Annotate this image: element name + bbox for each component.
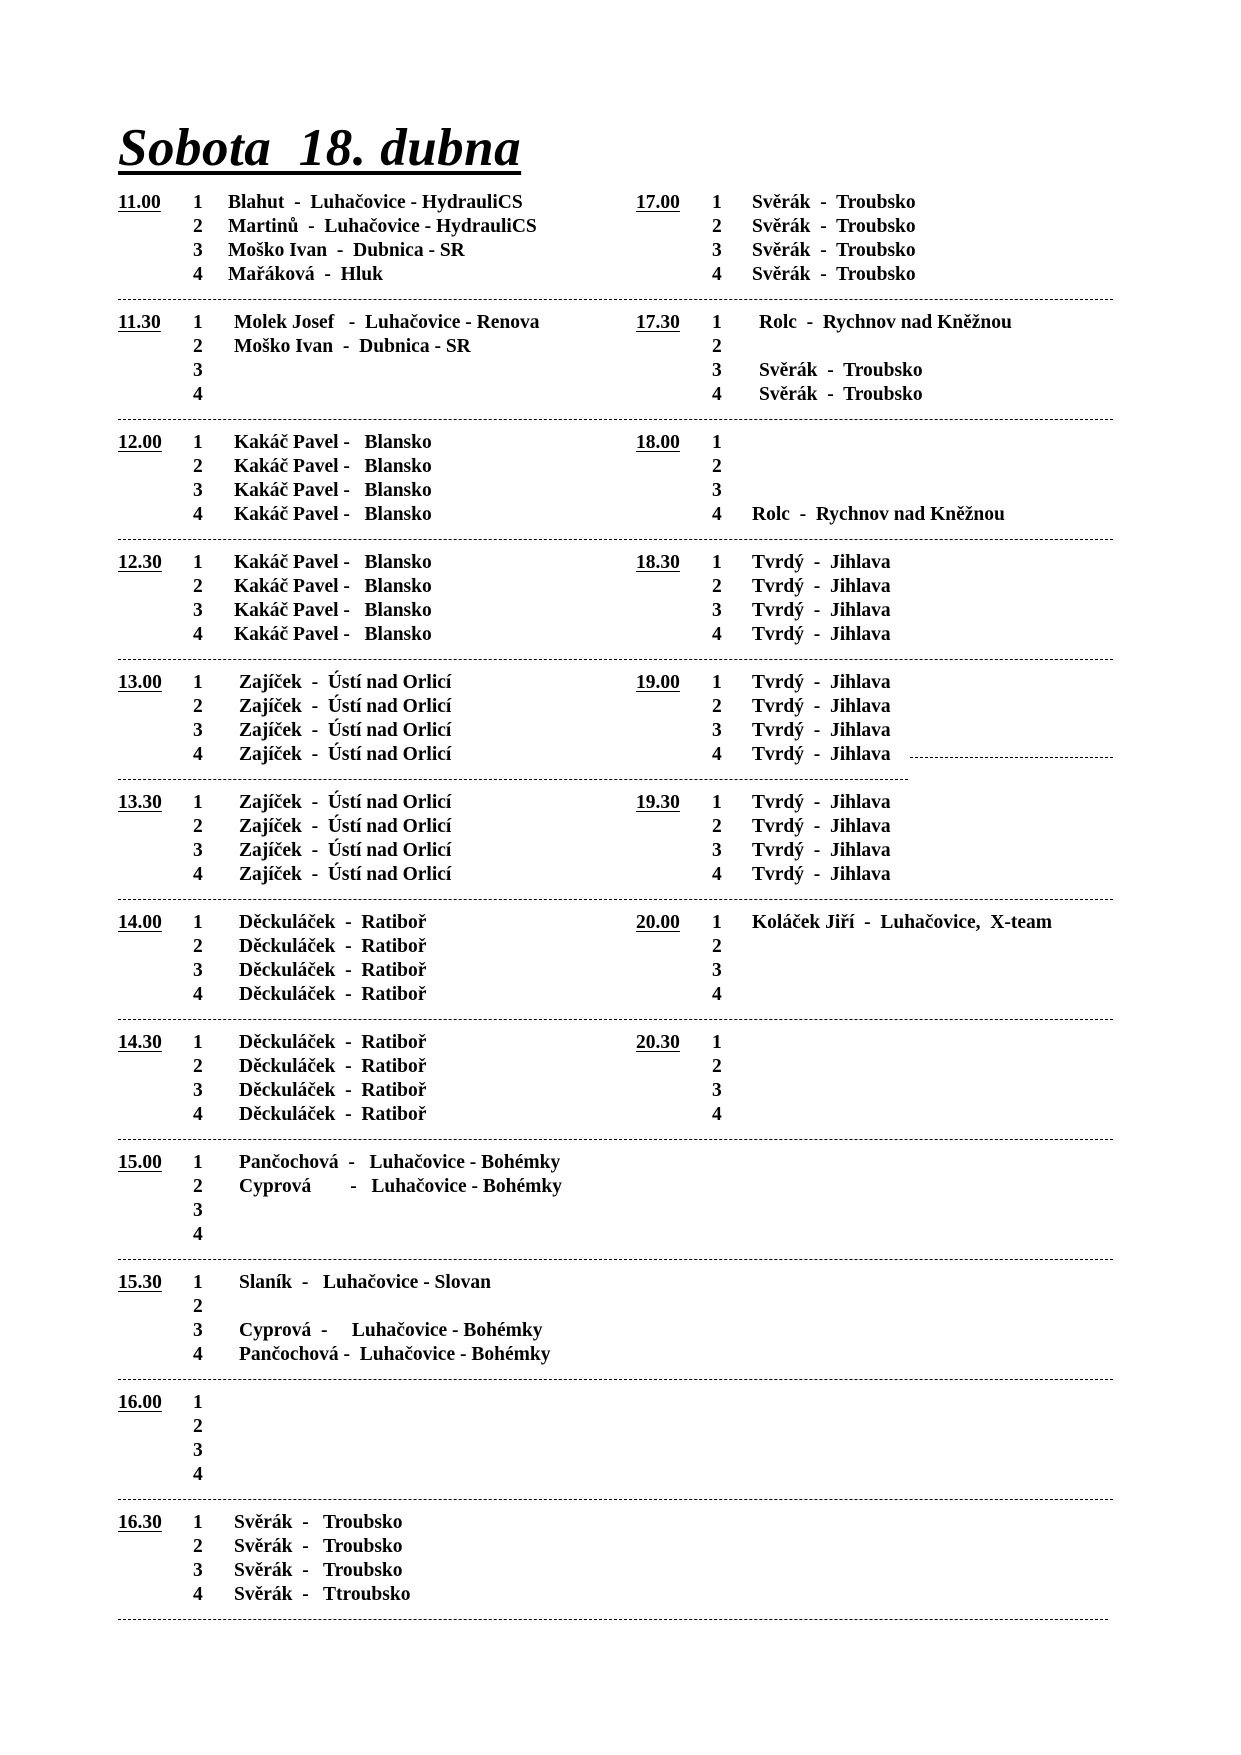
- lane-number: 1: [712, 552, 722, 573]
- time-slot-label: 17.00: [636, 192, 680, 213]
- competitor-name: Tvrdý - Jihlava: [752, 552, 891, 573]
- competitor-name: Zajíček - Ústí nad Orlicí: [239, 840, 452, 861]
- lane-number: 1: [712, 912, 722, 933]
- time-slot-label: 11.30: [118, 312, 161, 333]
- lane-number: 2: [712, 336, 722, 357]
- divider: [118, 1019, 1113, 1020]
- time-slot-block: [636, 1031, 1116, 1127]
- competitor-name: Mařáková - Hluk: [228, 264, 383, 285]
- competitor-name: Molek Josef - Luhačovice - Renova: [234, 312, 540, 333]
- time-slot-block: [636, 671, 1116, 767]
- divider: [118, 419, 1113, 420]
- competitor-name: Rolc - Rychnov nad Kněžnou: [752, 504, 1005, 525]
- competitor-name: Děckuláček - Ratiboř: [239, 1032, 427, 1053]
- competitor-name: Tvrdý - Jihlava: [752, 792, 891, 813]
- lane-number: 3: [712, 600, 722, 621]
- competitor-name: Blahut - Luhačovice - HydrauliCS: [228, 192, 523, 213]
- lane-number: 4: [193, 264, 203, 285]
- lane-number: 2: [193, 576, 203, 597]
- competitor-name: Svěrák - Troubsko: [759, 360, 923, 381]
- lane-number: 4: [193, 744, 203, 765]
- lane-number: 1: [193, 1392, 203, 1413]
- lane-number: 1: [712, 432, 722, 453]
- lane-number: 3: [193, 600, 203, 621]
- time-slot-label: 18.00: [636, 432, 680, 453]
- competitor-name: Tvrdý - Jihlava: [752, 816, 891, 837]
- lane-number: 2: [712, 696, 722, 717]
- divider: [118, 1259, 1113, 1260]
- lane-number: 4: [193, 624, 203, 645]
- competitor-name: Děckuláček - Ratiboř: [239, 912, 427, 933]
- time-slot-block: [636, 191, 1116, 287]
- lane-number: 3: [712, 480, 722, 501]
- time-slot-block: [118, 1511, 598, 1607]
- competitor-name: Zajíček - Ústí nad Orlicí: [239, 720, 452, 741]
- lane-number: 3: [193, 360, 203, 381]
- competitor-name: Kakáč Pavel - Blansko: [234, 624, 432, 645]
- lane-number: 3: [712, 1080, 722, 1101]
- lane-number: 3: [193, 480, 203, 501]
- lane-number: 1: [712, 672, 722, 693]
- lane-number: 2: [712, 1056, 722, 1077]
- lane-number: 4: [712, 984, 722, 1005]
- time-slot-block: [118, 191, 598, 287]
- competitor-name: Kakáč Pavel - Blansko: [234, 432, 432, 453]
- lane-number: 2: [193, 336, 203, 357]
- competitor-name: Svěrák - Troubsko: [752, 240, 916, 261]
- divider: [118, 1619, 1108, 1620]
- time-slot-block: [636, 551, 1116, 647]
- time-slot-block: [636, 311, 1116, 407]
- lane-number: 4: [193, 1344, 203, 1365]
- lane-number: 2: [712, 576, 722, 597]
- lane-number: 2: [193, 1296, 203, 1317]
- competitor-name: Slaník - Luhačovice - Slovan: [239, 1272, 491, 1293]
- time-slot-block: [118, 1151, 598, 1247]
- lane-number: 4: [712, 504, 722, 525]
- competitor-name: Kakáč Pavel - Blansko: [234, 480, 432, 501]
- competitor-name: Tvrdý - Jihlava: [752, 624, 891, 645]
- lane-number: 1: [193, 912, 203, 933]
- time-slot-block: [118, 671, 598, 767]
- lane-number: 4: [193, 504, 203, 525]
- competitor-name: Pančochová - Luhačovice - Bohémky: [239, 1344, 551, 1365]
- competitor-name: Kakáč Pavel - Blansko: [234, 576, 432, 597]
- lane-number: 1: [712, 192, 722, 213]
- lane-number: 4: [193, 1224, 203, 1245]
- competitor-name: Děckuláček - Ratiboř: [239, 1104, 427, 1125]
- lane-number: 4: [193, 984, 203, 1005]
- lane-number: 3: [193, 1560, 203, 1581]
- competitor-name: Svěrák - Ttroubsko: [234, 1584, 411, 1605]
- lane-number: 4: [193, 864, 203, 885]
- time-slot-label: 15.00: [118, 1152, 162, 1173]
- competitor-name: Svěrák - Troubsko: [234, 1536, 403, 1557]
- lane-number: 1: [712, 792, 722, 813]
- time-slot-label: 11.00: [118, 192, 161, 213]
- time-slot-block: [118, 911, 598, 1007]
- time-slot-label: 13.00: [118, 672, 162, 693]
- competitor-name: Zajíček - Ústí nad Orlicí: [239, 816, 452, 837]
- competitor-name: Děckuláček - Ratiboř: [239, 1080, 427, 1101]
- lane-number: 3: [193, 960, 203, 981]
- lane-number: 2: [193, 1536, 203, 1557]
- competitor-name: Rolc - Rychnov nad Kněžnou: [759, 312, 1012, 333]
- lane-number: 1: [193, 1152, 203, 1173]
- lane-number: 2: [193, 936, 203, 957]
- time-slot-label: 12.30: [118, 552, 162, 573]
- lane-number: 2: [193, 216, 203, 237]
- competitor-name: Zajíček - Ústí nad Orlicí: [239, 744, 452, 765]
- lane-number: 2: [712, 216, 722, 237]
- lane-number: 1: [193, 672, 203, 693]
- lane-number: 2: [193, 1176, 203, 1197]
- lane-number: 2: [193, 456, 203, 477]
- competitor-name: Cyprová - Luhačovice - Bohémky: [239, 1320, 543, 1341]
- competitor-name: Tvrdý - Jihlava: [752, 600, 891, 621]
- lane-number: 3: [193, 720, 203, 741]
- lane-number: 4: [712, 744, 722, 765]
- competitor-name: Kakáč Pavel - Blansko: [234, 552, 432, 573]
- competitor-name: Tvrdý - Jihlava: [752, 672, 891, 693]
- competitor-name: Tvrdý - Jihlava: [752, 840, 891, 861]
- lane-number: 2: [712, 936, 722, 957]
- lane-number: 3: [193, 840, 203, 861]
- time-slot-label: 12.00: [118, 432, 162, 453]
- time-slot-block: [118, 1031, 598, 1127]
- lane-number: 1: [193, 312, 203, 333]
- lane-number: 4: [712, 864, 722, 885]
- competitor-name: Zajíček - Ústí nad Orlicí: [239, 696, 452, 717]
- competitor-name: Moško Ivan - Dubnica - SR: [228, 240, 465, 261]
- competitor-name: Moško Ivan - Dubnica - SR: [234, 336, 471, 357]
- lane-number: 4: [712, 384, 722, 405]
- competitor-name: Děckuláček - Ratiboř: [239, 1056, 427, 1077]
- lane-number: 2: [193, 1416, 203, 1437]
- time-slot-block: [636, 791, 1116, 887]
- competitor-name: Koláček Jiří - Luhačovice, X-team: [752, 912, 1053, 933]
- divider: [118, 779, 908, 780]
- lane-number: 4: [193, 1464, 203, 1485]
- lane-number: 3: [712, 240, 722, 261]
- competitor-name: Tvrdý - Jihlava: [752, 864, 891, 885]
- time-slot-label: 19.00: [636, 672, 680, 693]
- lane-number: 4: [193, 1104, 203, 1125]
- page-title: Sobota 18. dubna: [118, 119, 522, 177]
- time-slot-block: [636, 431, 1116, 527]
- time-slot-block: [636, 911, 1116, 1007]
- divider: [118, 1139, 1113, 1140]
- competitor-name: Zajíček - Ústí nad Orlicí: [239, 864, 452, 885]
- divider: [118, 299, 1113, 300]
- time-slot-block: [118, 311, 598, 407]
- lane-number: 1: [193, 432, 203, 453]
- lane-number: 1: [193, 192, 203, 213]
- lane-number: 3: [193, 240, 203, 261]
- time-slot-label: 20.30: [636, 1032, 680, 1053]
- time-slot-label: 20.00: [636, 912, 680, 933]
- lane-number: 4: [193, 1584, 203, 1605]
- lane-number: 3: [712, 720, 722, 741]
- lane-number: 1: [193, 792, 203, 813]
- lane-number: 3: [193, 1440, 203, 1461]
- lane-number: 2: [712, 456, 722, 477]
- time-slot-block: [118, 791, 598, 887]
- lane-number: 3: [712, 360, 722, 381]
- competitor-name: Cyprová - Luhačovice - Bohémky: [239, 1176, 563, 1197]
- time-slot-label: 18.30: [636, 552, 680, 573]
- lane-number: 1: [193, 1272, 203, 1293]
- divider: [118, 899, 1113, 900]
- competitor-name: Kakáč Pavel - Blansko: [234, 600, 432, 621]
- lane-number: 4: [712, 624, 722, 645]
- competitor-name: Tvrdý - Jihlava: [752, 576, 891, 597]
- divider: [118, 659, 1113, 660]
- competitor-name: Kakáč Pavel - Blansko: [234, 456, 432, 477]
- competitor-name: Tvrdý - Jihlava: [752, 744, 891, 765]
- lane-number: 1: [193, 552, 203, 573]
- lane-number: 2: [193, 1056, 203, 1077]
- lane-number: 1: [712, 312, 722, 333]
- competitor-name: Děckuláček - Ratiboř: [239, 960, 427, 981]
- lane-number: 3: [712, 960, 722, 981]
- lane-number: 3: [193, 1320, 203, 1341]
- competitor-name: Zajíček - Ústí nad Orlicí: [239, 792, 452, 813]
- time-slot-label: 13.30: [118, 792, 162, 813]
- competitor-name: Pančochová - Luhačovice - Bohémky: [239, 1152, 561, 1173]
- divider: [118, 1499, 1113, 1500]
- lane-number: 1: [193, 1512, 203, 1533]
- competitor-name: Svěrák - Troubsko: [234, 1560, 403, 1581]
- competitor-name: Děckuláček - Ratiboř: [239, 984, 427, 1005]
- competitor-name: Tvrdý - Jihlava: [752, 720, 891, 741]
- lane-number: 4: [193, 384, 203, 405]
- time-slot-label: 16.30: [118, 1512, 162, 1533]
- competitor-name: Zajíček - Ústí nad Orlicí: [239, 672, 452, 693]
- lane-number: 2: [712, 816, 722, 837]
- lane-number: 2: [193, 816, 203, 837]
- time-slot-label: 19.30: [636, 792, 680, 813]
- lane-number: 3: [193, 1080, 203, 1101]
- time-slot-label: 14.00: [118, 912, 162, 933]
- competitor-name: Kakáč Pavel - Blansko: [234, 504, 432, 525]
- time-slot-label: 14.30: [118, 1032, 162, 1053]
- time-slot-block: [118, 431, 598, 527]
- competitor-name: Svěrák - Troubsko: [234, 1512, 403, 1533]
- divider: [118, 1379, 1113, 1380]
- lane-number: 1: [193, 1032, 203, 1053]
- competitor-name: Tvrdý - Jihlava: [752, 696, 891, 717]
- competitor-name: Martinů - Luhačovice - HydrauliCS: [228, 216, 537, 237]
- lane-number: 3: [712, 840, 722, 861]
- divider: [118, 539, 1113, 540]
- lane-number: 4: [712, 1104, 722, 1125]
- competitor-name: Svěrák - Troubsko: [752, 264, 916, 285]
- time-slot-block: [118, 1391, 598, 1487]
- time-slot-block: [118, 551, 598, 647]
- competitor-name: Děckuláček - Ratiboř: [239, 936, 427, 957]
- lane-number: 4: [712, 264, 722, 285]
- time-slot-label: 16.00: [118, 1392, 162, 1413]
- lane-number: 1: [712, 1032, 722, 1053]
- time-slot-label: 17.30: [636, 312, 680, 333]
- time-slot-label: 15.30: [118, 1272, 162, 1293]
- lane-number: 3: [193, 1200, 203, 1221]
- lane-number: 2: [193, 696, 203, 717]
- competitor-name: Svěrák - Troubsko: [752, 192, 916, 213]
- competitor-name: Svěrák - Troubsko: [759, 384, 923, 405]
- time-slot-block: [118, 1271, 598, 1367]
- competitor-name: Svěrák - Troubsko: [752, 216, 916, 237]
